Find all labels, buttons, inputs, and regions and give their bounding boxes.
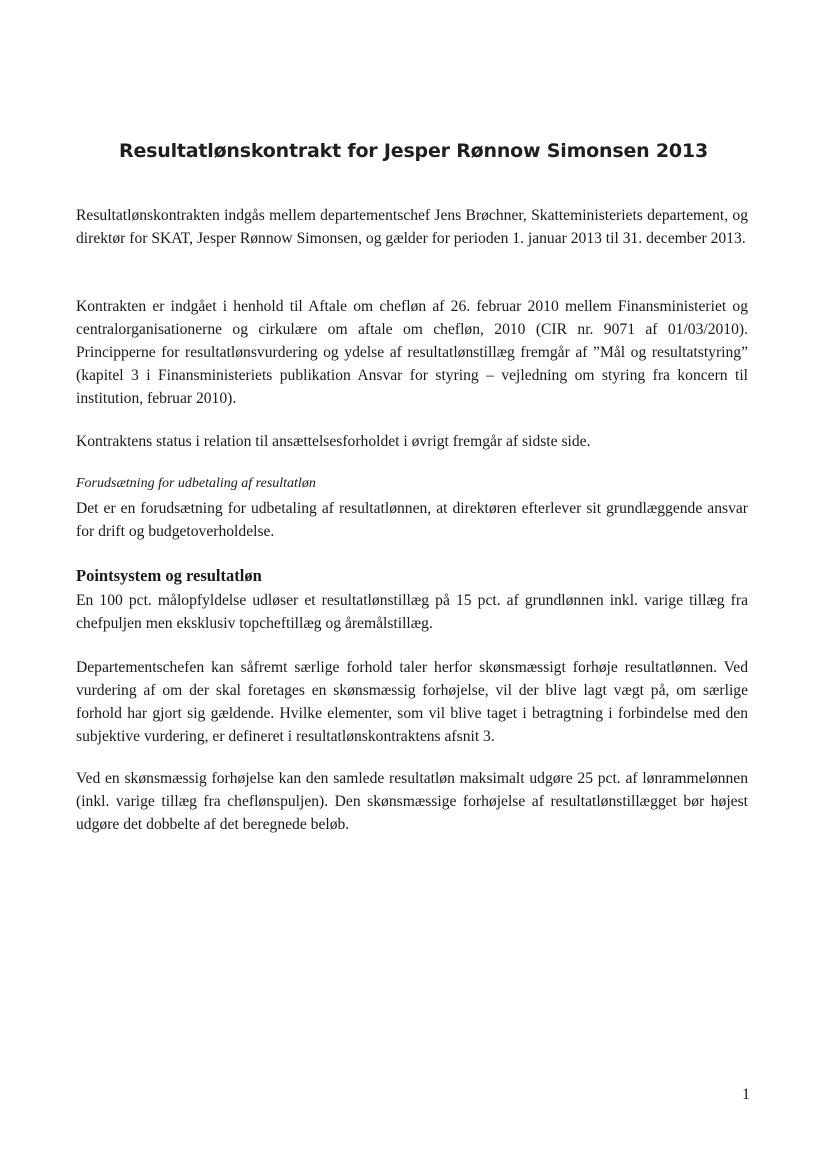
paragraph-legal-basis: Kontrakten er indgået i henhold til Aftale om chefløn af 26. februar 2010 mellem Finansministeriet og centralorganisationerne og cirkulære om aftale om chefløn, 2010 (CIR nr. 9071 af 01/03/2010). Principperne for resultatlønsvurdering og ydelse af resultatlønstillæg fremgår af ”Mål og resultatstyring” (kapitel 3 i Finansministeriets publikation Ansvar for styring – vejledning om styring fra koncern til institution, februar 2010). (76, 298, 748, 407)
paragraph-discretionary-increase: Departementschefen kan såfremt særlige forhold taler herfor skønsmæssigt forhøje resultatlønnen. Ved vurdering af om der skal foretages en skønsmæssig forhøjelse, vil der blive lagt vægt på, om særlige forhold har gjort sig gældende. Hvilke elementer, som vil blive taget i betragtning i forbindelse med den subjektive vurdering, er defineret i resultatlønskontraktens afsnit 3. (76, 659, 748, 745)
section-heading-points: Pointsystem og resultatløn (76, 566, 262, 585)
paragraph-contract-status: Kontraktens status i relation til ansættelsesforholdet i øvrigt fremgår af sidste side. (76, 433, 591, 450)
paragraph-contract-parties: Resultatlønskontrakten indgås mellem departementschef Jens Brøchner, Skatteministeriets departement, og direktør for SKAT, Jesper Rønnow Simonsen, og gælder for perioden 1. januar 2013 til 31. december 2013. (76, 207, 748, 247)
page-title: Resultatlønskontrakt for Jesper Rønnow Simonsen 2013 (119, 140, 708, 162)
paragraph-goal-fulfilment: En 100 pct. målopfyldelse udløser et resultatlønstillæg på 15 pct. af grundlønnen inkl. varige tillæg fra chefpuljen men eksklusiv topcheftillæg og åremålstillæg. (76, 592, 748, 632)
paragraph-maximum-pay: Ved en skønsmæssig forhøjelse kan den samlede resultatløn maksimalt udgøre 25 pct. af lønrammelønnen (inkl. varige tillæg fra cheflønspuljen). Den skønsmæssige forhøjelse af resultatlønstillægget bør højest udgøre det dobbelte af det beregnede beløb. (76, 770, 748, 833)
subheading-payment-condition: Forudsætning for udbetaling af resultatløn (76, 476, 316, 491)
page-number: 1 (742, 1086, 750, 1103)
paragraph-payment-condition: Det er en forudsætning for udbetaling af resultatlønnen, at direktøren efterlever sit grundlæggende ansvar for drift og budgetoverholdelse. (76, 500, 748, 540)
